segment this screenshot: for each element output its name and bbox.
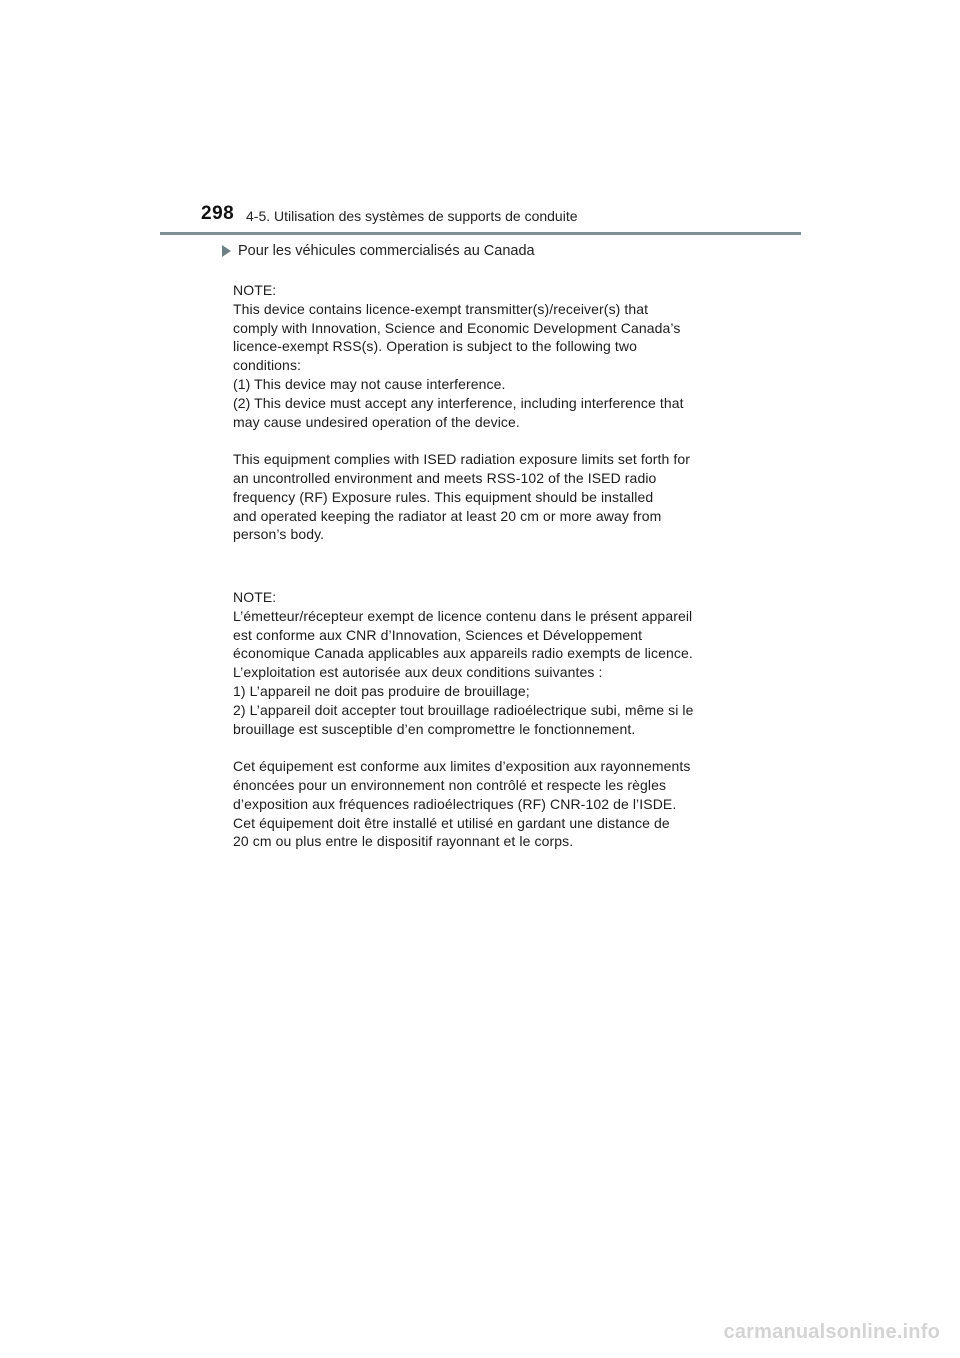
notice-fr-line: L’émetteur/récepteur exempt de licence contenu dans le présent appareil [233,607,693,624]
header-rule [160,232,801,235]
notice-fr-line: 20 cm ou plus entre le dispositif rayonnant et le corps. [233,833,574,850]
paragraph-gap [233,431,743,450]
notice-en-line: licence-exempt RSS(s). Operation is subject to the following two [233,338,638,355]
triangle-right-icon [222,245,231,257]
notice-en-line: frequency (RF) Exposure rules. This equipment should be installed [233,488,654,505]
paragraph-gap [233,738,743,757]
page-number: 298 [201,203,235,224]
notice-fr-line: économique Canada applicables aux appareils radio exempts de licence. [233,645,693,662]
notice-en-line: (1) This device may not cause interference. [233,375,506,392]
notice-en-line: This device contains licence-exempt transmitter(s)/receiver(s) that [233,300,649,317]
subheading [222,243,535,259]
notice-fr-line: d’exposition aux fréquences radioélectriques (RF) CNR-102 de l’ISDE. [233,795,677,812]
notice-en-line: comply with Innovation, Science and Economic Development Canada’s [233,319,681,336]
notice-en-line: person’s body. [233,526,325,543]
notice-fr-line: L’exploitation est autorisée aux deux conditions suivantes : [233,664,603,681]
notice-fr-line: 2) L’appareil doit accepter tout brouillage radioélectrique subi, même si le [233,701,694,718]
notice-fr-line: Cet équipement est conforme aux limites d’exposition aux rayonnements [233,758,691,775]
notice-en-line: conditions: [233,357,302,374]
notice-english [233,281,743,544]
subheading-text: Pour les véhicules commercialisés au Canada [238,243,535,259]
notice-en-line: and operated keeping the radiator at least 20 cm or more away from [233,507,662,524]
notice-fr-line: brouillage est susceptible d’en compromettre le fonctionnement. [233,720,636,737]
notice-fr-line: énoncées pour un environnement non contrôlé et respecte les règles [233,776,667,793]
watermark: carmanualsonline.info [723,1321,940,1343]
notice-fr-line: Cet équipement doit être installé et utilisé en gardant une distance de [233,814,670,831]
section-title: 4-5. Utilisation des systèmes de supports de conduite [246,208,578,224]
notice-en-line: may cause undesired operation of the device. [233,413,520,430]
notice-en-line: NOTE: [233,282,277,298]
notice-fr-line: 1) L’appareil ne doit pas produire de brouillage; [233,682,530,699]
notice-fr-line: NOTE: [233,589,277,605]
notice-en-line: an uncontrolled environment and meets RSS-102 of the ISED radio [233,469,657,486]
notice-en-line: This equipment complies with ISED radiation exposure limits set forth for [233,451,691,468]
notice-fr-line: est conforme aux CNR d’Innovation, Sciences et Développement [233,626,643,643]
notice-french [233,588,743,851]
notice-en-line: (2) This device must accept any interference, including interference that [233,394,684,411]
